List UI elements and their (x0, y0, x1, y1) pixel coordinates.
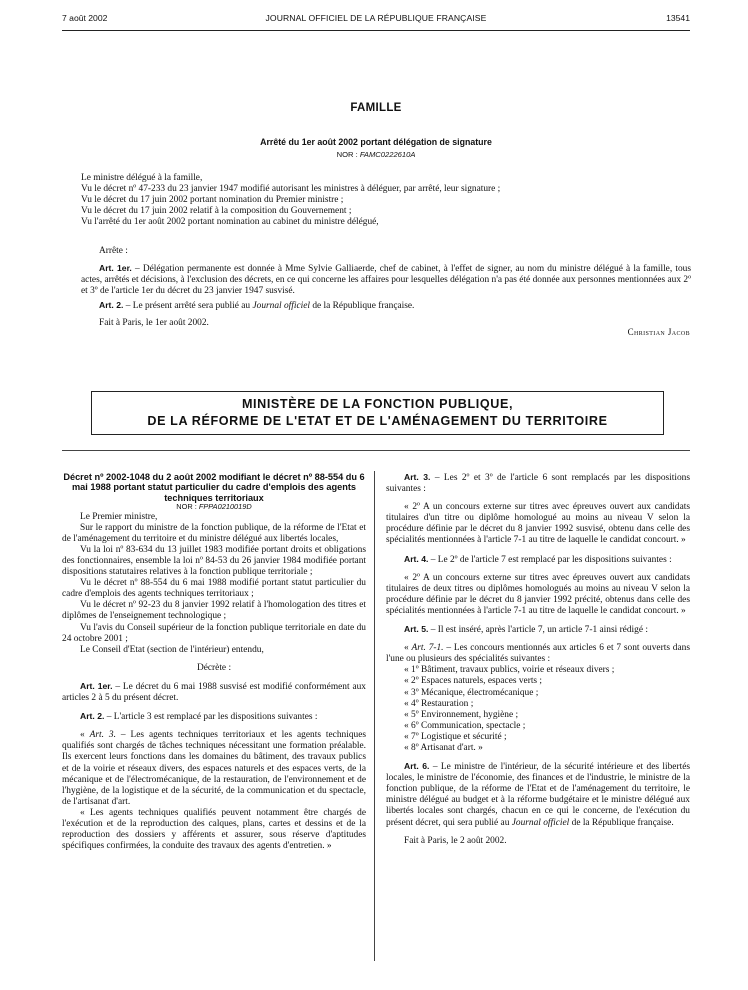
decret-article-1 (62, 681, 366, 704)
decret-title: Décret nº 2002-1048 du 2 août 2002 modifiant le décret nº 88-554 du 6 mai 1988 portant statut particulier du cadre d'emplois des agents techniques territoriaux (63, 472, 365, 503)
decret-article-3 (386, 472, 690, 495)
decret-visa: Vu le décret nº 88-554 du 6 mai 1988 modifié portant statut particulier du cadre d'emplois des agents techniques territoriaux ; (62, 578, 366, 600)
article-text: – L'article 3 est remplacé par les dispositions suivantes : (104, 712, 318, 723)
arrete-title: Arrêté du 1er août 2002 portant délégation de signature (260, 137, 492, 147)
article-6-quote: « 2º A un concours externe sur titres avec épreuves ouvert aux candidats titulaires d'un titre ou diplôme homologué au moins au niveau V selon la procédure définie par le décret du 8 janvier 1992 susvisé, obtenu dans celle des spécialités mentionnées à l'article 7-1 au titre de laquelle le candidat concourt. » (386, 502, 690, 546)
decret-article-4 (386, 554, 690, 566)
article-3-quote (62, 730, 366, 808)
arrete-article-2 (81, 300, 691, 312)
arrete-article-1 (81, 263, 691, 297)
article-label: Art. 3. (404, 472, 431, 482)
arrete-nor (62, 151, 690, 160)
article-label: Art. 2. (80, 711, 105, 722)
article-text: – Le présent arrêté sera publié au (123, 301, 253, 311)
visa-line: Vu le décret du 17 juin 2002 relatif à la composition du Gouvernement ; (81, 206, 352, 217)
quoted-article-label: Art. 3. (89, 730, 116, 741)
article-text: – Le ministre de l'intérieur, de la sécurité intérieure et des libertés locales, le ministre de l'économie, des finances et de l'industrie, le ministre de la fonction publique, de la réforme de l'Etat et de l'aménagement du territoire, le ministre délégué au budget et à la réforme budgétaire et le ministre délégué aux libertés locales sont chargés, chacun en ce qui le concerne, de l'exécution du présent décret, qui sera publié au (386, 762, 690, 828)
decret-left-column (62, 472, 366, 852)
nor-label: NOR : (336, 150, 358, 159)
specialite-item: « 2º Espaces naturels, espaces verts ; (404, 676, 543, 687)
article-label: Art. 5. (404, 624, 429, 635)
decret-visa: Le Conseil d'Etat (section de l'intérieur) entendu, (80, 644, 264, 655)
ministere-rule (62, 450, 690, 451)
premier-ministre: Le Premier ministre, (80, 511, 158, 522)
visa-line: Vu le décret nº 47-233 du 23 janvier 1947 modifié autorisant les ministres à déléguer, par arrêté, leur signature ; (81, 184, 501, 195)
article-text: – Délégation permanente est donnée à Mme Sylvie Galliaerde, chef de cabinet, à l'effet de signer, au nom du ministre délégué à la famille, tous actes, arrêtés et décisions, à l'exclusion des décrets, en ce qui concerne les affaires pour lesquelles délégation n'a pas été donnée aux personnes mentionnées aux 2º et 3º de l'article 1er du décret du 23 janvier 1947 susvisé. (81, 264, 691, 297)
quoted-text: – Les concours mentionnés aux articles 6 et 7 sont ouverts dans l'une ou plusieurs des spécialités suivantes : (386, 643, 690, 665)
article-text: de la République française. (569, 817, 674, 828)
article-label: Art. 1er. (99, 263, 132, 273)
column-separator (374, 471, 375, 961)
decret-visa: Vu la loi nº 83-634 du 13 juillet 1983 modifiée portant droits et obligations des fonctionnaires, ensemble la loi nº 84-53 du 26 janvier 1984 modifiée portant dispositions statutaires relatives à la fonction publique territoriale ; (62, 544, 366, 578)
quote-mark: « (80, 730, 90, 741)
specialite-item: « 3º Mécanique, électromécanique ; (404, 687, 539, 698)
article-text: – Le décret du 6 mai 1988 susvisé est modifié conformément aux articles 2 à 5 du présent décret. (62, 681, 366, 704)
quote-mark: « (404, 643, 412, 654)
journal-name: Journal officiel (511, 817, 570, 828)
specialite-item: « 5º Environnement, hygiène ; (404, 709, 519, 720)
arrete-fait-a: Fait à Paris, le 1er août 2002. (99, 318, 209, 328)
article-text: – Les 2º et 3º de l'article 6 sont remplacés par les dispositions suivantes : (386, 473, 690, 495)
header-page-number: 13541 (666, 13, 690, 23)
section-title-famille: FAMILLE (350, 102, 402, 114)
decret-article-6 (386, 761, 690, 829)
specialite-item: « 6º Communication, spectacle ; (404, 720, 526, 731)
decret-visa: Sur le rapport du ministre de la fonction publique, de la réforme de l'Etat et de l'aménagement du territoire et du ministre délégué aux libertés locales, (62, 522, 366, 544)
article-text: de la République française. (310, 301, 415, 311)
nor-code: FAMC0222610A (359, 150, 416, 159)
decrete-word: Décrète : (196, 662, 232, 673)
ministere-line-2: DE LA RÉFORME DE L'ETAT ET DE L'AMÉNAGEMENT DU TERRITOIRE (147, 414, 608, 428)
quoted-text: – Les agents techniques territoriaux et les agents techniques qualifiés sont chargés de tâches techniques nécessitant une formation préalable. Ils exercent leurs fonctions dans les domaines du bâtiment, des travaux publics et de la voirie et réseaux divers, des espaces naturels et des espaces verts, de la mécanique et de l'électromécanique, de la restauration, de l'environnement et de l'hygiène, de la logistique et de la sécurité, de la communication et du spectacle, de l'artisanat d'art. (62, 730, 367, 807)
header-date: 7 août 2002 (62, 13, 108, 23)
arrete-signature: Christian Jacob (627, 327, 690, 337)
journal-name: Journal officiel (252, 301, 311, 311)
visa-line: Le ministre délégué à la famille, (81, 173, 203, 183)
decret-visa: Vu le décret nº 92-23 du 8 janvier 1992 relatif à l'homologation des titres et diplômes de l'enseignement technologique ; (62, 600, 366, 622)
ministere-heading-box (91, 391, 664, 435)
specialite-item: « 8º Artisanat d'art. » (404, 742, 483, 753)
article-label: Art. 2. (99, 300, 124, 310)
header-journal-title: JOURNAL OFFICIEL DE LA RÉPUBLIQUE FRANÇAISE (265, 13, 487, 23)
article-7-1-quote (386, 643, 690, 665)
decret-fait-a: Fait à Paris, le 2 août 2002. (404, 835, 507, 846)
decret-article-5 (386, 624, 690, 636)
decret-nor (62, 503, 366, 512)
specialite-item: « 1º Bâtiment, travaux publics, voirie et réseaux divers ; (404, 665, 615, 676)
article-text: – Il est inséré, après l'article 7, un article 7-1 ainsi rédigé : (428, 625, 648, 636)
specialite-item: « 7º Logistique et sécurité ; (404, 731, 507, 742)
decret-right-column (386, 472, 690, 847)
running-header (62, 13, 690, 27)
article-label: Art. 6. (404, 761, 430, 772)
visa-line: Vu le décret du 17 juin 2002 portant nomination du Premier ministre ; (81, 195, 344, 206)
article-3-quote-2: « Les agents techniques qualifiés peuvent notamment être chargés de l'exécution et de la reproduction des calques, plans, cartes et dessins et de la reproduction des dossiers y afférents et assurer, sous réserve d'aptitudes spécifiques confirmées, la conduite des travaux des agents d'entretien. » (62, 807, 366, 852)
nor-label: NOR : (176, 501, 197, 511)
ministere-line-1: MINISTÈRE DE LA FONCTION PUBLIQUE, (241, 397, 514, 411)
header-rule (62, 30, 690, 31)
visa-line: Vu l'arrêté du 1er août 2002 portant nomination au cabinet du ministre délégué, (81, 217, 379, 228)
arrete-visas (81, 173, 691, 228)
article-label: Art. 4. (404, 553, 429, 564)
decret-visa: Vu l'avis du Conseil supérieur de la fonction publique territoriale en date du 24 octobre 2001 ; (62, 622, 366, 644)
article-label: Art. 1er. (80, 680, 113, 691)
article-text: – Le 2º de l'article 7 est remplacé par les dispositions suivantes : (428, 554, 672, 565)
nor-code: FPPA0210019D (198, 501, 252, 511)
specialite-item: « 4º Restauration ; (404, 698, 474, 709)
article-7-quote: « 2º A un concours externe sur titres avec épreuves ouvert aux candidats titulaires de deux titres ou diplômes homologués au moins au niveau V selon la procédure définie par le décret du 8 janvier 1992 précité, obtenus dans celle des spécialités mentionnées à l'article 7-1 au titre de laquelle le candidat concourt. » (386, 572, 690, 616)
decret-article-2 (62, 711, 366, 723)
arrete-word: Arrête : (99, 246, 128, 256)
quoted-article-label: Art. 7-1. (411, 643, 444, 654)
